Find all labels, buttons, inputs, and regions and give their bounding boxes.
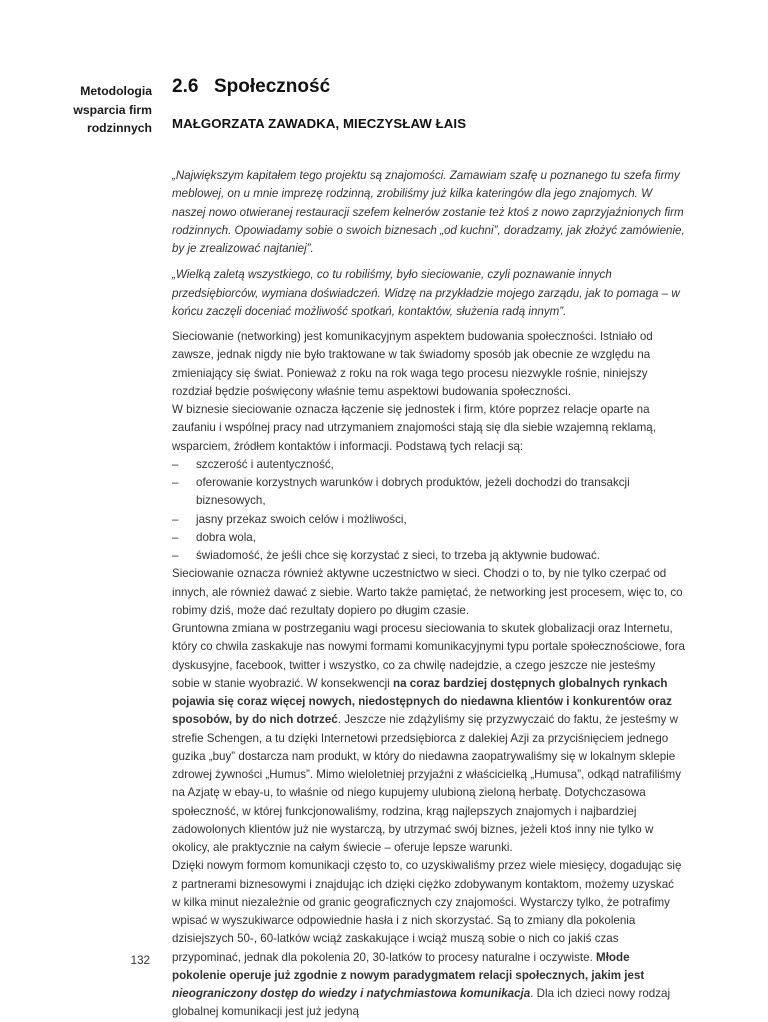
bullet-dash: – — [172, 512, 179, 526]
paragraph-3: Sieciowanie oznacza również aktywne uczestnictwo w sieci. Chodzi o to, by nie tylko czerpać od innych, ale również dawać z siebie. Warto także pamiętać, że networking jest procesem, więc to, co robimy dziś, może dać rezultaty dopiero po długim czasie. — [172, 567, 683, 617]
chapter-authors: MAŁGORZATA ZAWADKA, MIECZYSŁAW ŁAIS — [172, 116, 467, 131]
bullet-dash: – — [172, 476, 179, 489]
paragraph-2: W biznesie sieciowanie oznacza łączenie się jednostek i firm, które poprzez relacje oparte na zaufaniu i wspólnej pracy nad utrzymaniem znajomości stają się dla siebie wzajemną reklamą, wsparciem, źródłem kontaktów i informacji. Podstawą tych relacji są: — [172, 403, 656, 453]
paragraph-4-emphasis: na coraz bardziej dostępnych globalnych rynkach pojawia się coraz więcej nowych, niedostępnych do niedawna klientów i konkurentów oraz sposobów, by do nich dotrzeć — [172, 676, 672, 727]
list-item — [172, 547, 685, 565]
bullet-dash: – — [172, 549, 179, 562]
paragraph-5-emphasis: Młode pokolenie operuje już zgodnie z nowym paradygmatem relacji społecznych, jakim jest — [172, 950, 645, 982]
paragraph-5-text: Dzięki nowym formom komunikacji często to, co uzyskiwaliśmy przez wiele miesięcy, dogadując się z partnerami biznesowymi i znajdując ich dzięki ciężko zdobywanym kontaktom, możemy uzyskać w kilka minut niezależnie od granic geograficznych czy znajomości. Wystarczy tylko, że potrafimy wpisać w wyszukiwarce odpowiednie hasła i z nich skorzystać. Są to zmiany dla pokolenia dzisiejszych 50-, 60-latków wciąż zaskakujące i wciąż muszą sobie o nich co jakiś czas przypominać, jednak dla pokolenia 20, 30-latków to procesy naturalne i oczywiste. — [172, 859, 682, 964]
list-item — [172, 456, 685, 474]
list-item — [172, 529, 685, 547]
bullet-dash: – — [172, 530, 179, 544]
paragraph-4-text-cont: . Jeszcze nie zdążyliśmy się przyzwyczaić do faktu, że jesteśmy w strefie Schengen, a tu dzięki Internetowi przedsiębiorca z dalekiej Azji za przyciśnięciem jednego guzika „buy” dostarcza nam produkt, w który do niedawna zaopatrywaliśmy się w lokalnym sklepie zdrowej żywności „Humus”. Mimo wieloletniej przyjaźni z właścicielką „Humusa”, odkąd natrafiliśmy na Azjatę w ebay-u, to właśnie od niego kupujemy ulubioną zieloną herbatę. Dotychczasowa społeczność, w której funkcjonowaliśmy, rodzina, krąg najlepszych znajomych i najbardziej zadowolonych klientów już nie wystarczą, by utrzymać swój biznes, jeżeli ktoś inny nie tylko w okolicy, ale praktycznie na całym świecie – oferuje lepsze warunki. — [172, 713, 681, 854]
page-number: 132 — [130, 954, 150, 967]
paragraph-4-text: Gruntowna zmiana w postrzeganiu wagi procesu sieciowania to skutek globalizacji oraz Internetu, który co chwila zaskakuje nas nowymi formami komunikacyjnymi typu portale społecznościowe, fora dyskusyjne, facebook, twitter i wszystko, co za chwilę nadejdzie, a czego jeszcze nie jesteśmy sobie w stanie wyobrazić. W konsekwencji — [172, 622, 685, 690]
list-item-text: świadomość, że jeśli chce się korzystać z sieci, to trzeba ją aktywnie budować. — [196, 549, 601, 562]
paragraph-5-emphasis-italic: nieograniczony dostęp do wiedzy i natychmiastowa komunikacja — [172, 987, 531, 1000]
running-label-line: wsparcia firm — [73, 102, 152, 117]
quote-1: „Największym kapitałem tego projektu są znajomości. Zamawiam szafę u poznanego tu szefa firmy meblowej, on u mnie imprezę rodzinną, zrobiliśmy już kilka kateringów dla jego znajomych. W naszej nowo otwieranej restauracji szefem kelnerów zostanie też ktoś z nowo zaprzyjaźnionych firm rodzinnych. Opowiadamy sobie o swoich biznesach „od kuchni”, doradzamy, jak złożyć zamówienie, by je zrealizować najtaniej”. — [172, 169, 685, 255]
running-label-line: Metodologia — [80, 84, 152, 98]
section-number: 2.6 — [172, 76, 199, 97]
list-item — [172, 474, 685, 511]
paragraph-1: Sieciowanie (networking) jest komunikacyjnym aspektem budowania społeczności. Istniało od zawsze, jednak nigdy nie było traktowane w tak świadomy sposób jak obecnie ze względu na zmieniający się świat. Ponieważ z roku na rok waga tego procesu niezwykle rośnie, niniejszy rozdział będzie poświęcony właśnie temu aspektowi budowania społeczności. — [172, 330, 653, 398]
running-label-line: rodzinnych — [86, 121, 152, 135]
list-item-text: oferowanie korzystnych warunków i dobrych produktów, jeżeli dochodzi do transakcji biznesowych, — [196, 476, 630, 508]
list-item — [172, 511, 685, 529]
paragraph-5-text-cont: . Dla ich dzieci nowy rodzaj globalnej komunikacji jest już jedyną — [172, 987, 671, 1019]
paragraph-5 — [172, 857, 685, 1021]
paragraph-4 — [172, 620, 685, 857]
section-title: Społeczność — [214, 76, 331, 97]
section-heading — [172, 76, 330, 98]
list-item-text: jasny przekaz swoich celów i możliwości, — [196, 512, 407, 526]
body-text — [172, 167, 685, 1022]
bullet-dash: – — [172, 457, 179, 471]
list-item-text: dobra wola, — [196, 530, 256, 544]
running-section-label — [40, 82, 152, 138]
quote-2: „Wielką zaletą wszystkiego, co tu robiliśmy, było sieciowanie, czyli poznawanie innych przedsiębiorców, wymiana doświadczeń. Widzę na przykładzie mojego zarządu, jak to pomaga – w końcu zaczęli doceniać możliwość spotkań, kontaktów, służenia radą innym”. — [172, 268, 680, 318]
list-item-text: szczerość i autentyczność, — [196, 457, 334, 471]
